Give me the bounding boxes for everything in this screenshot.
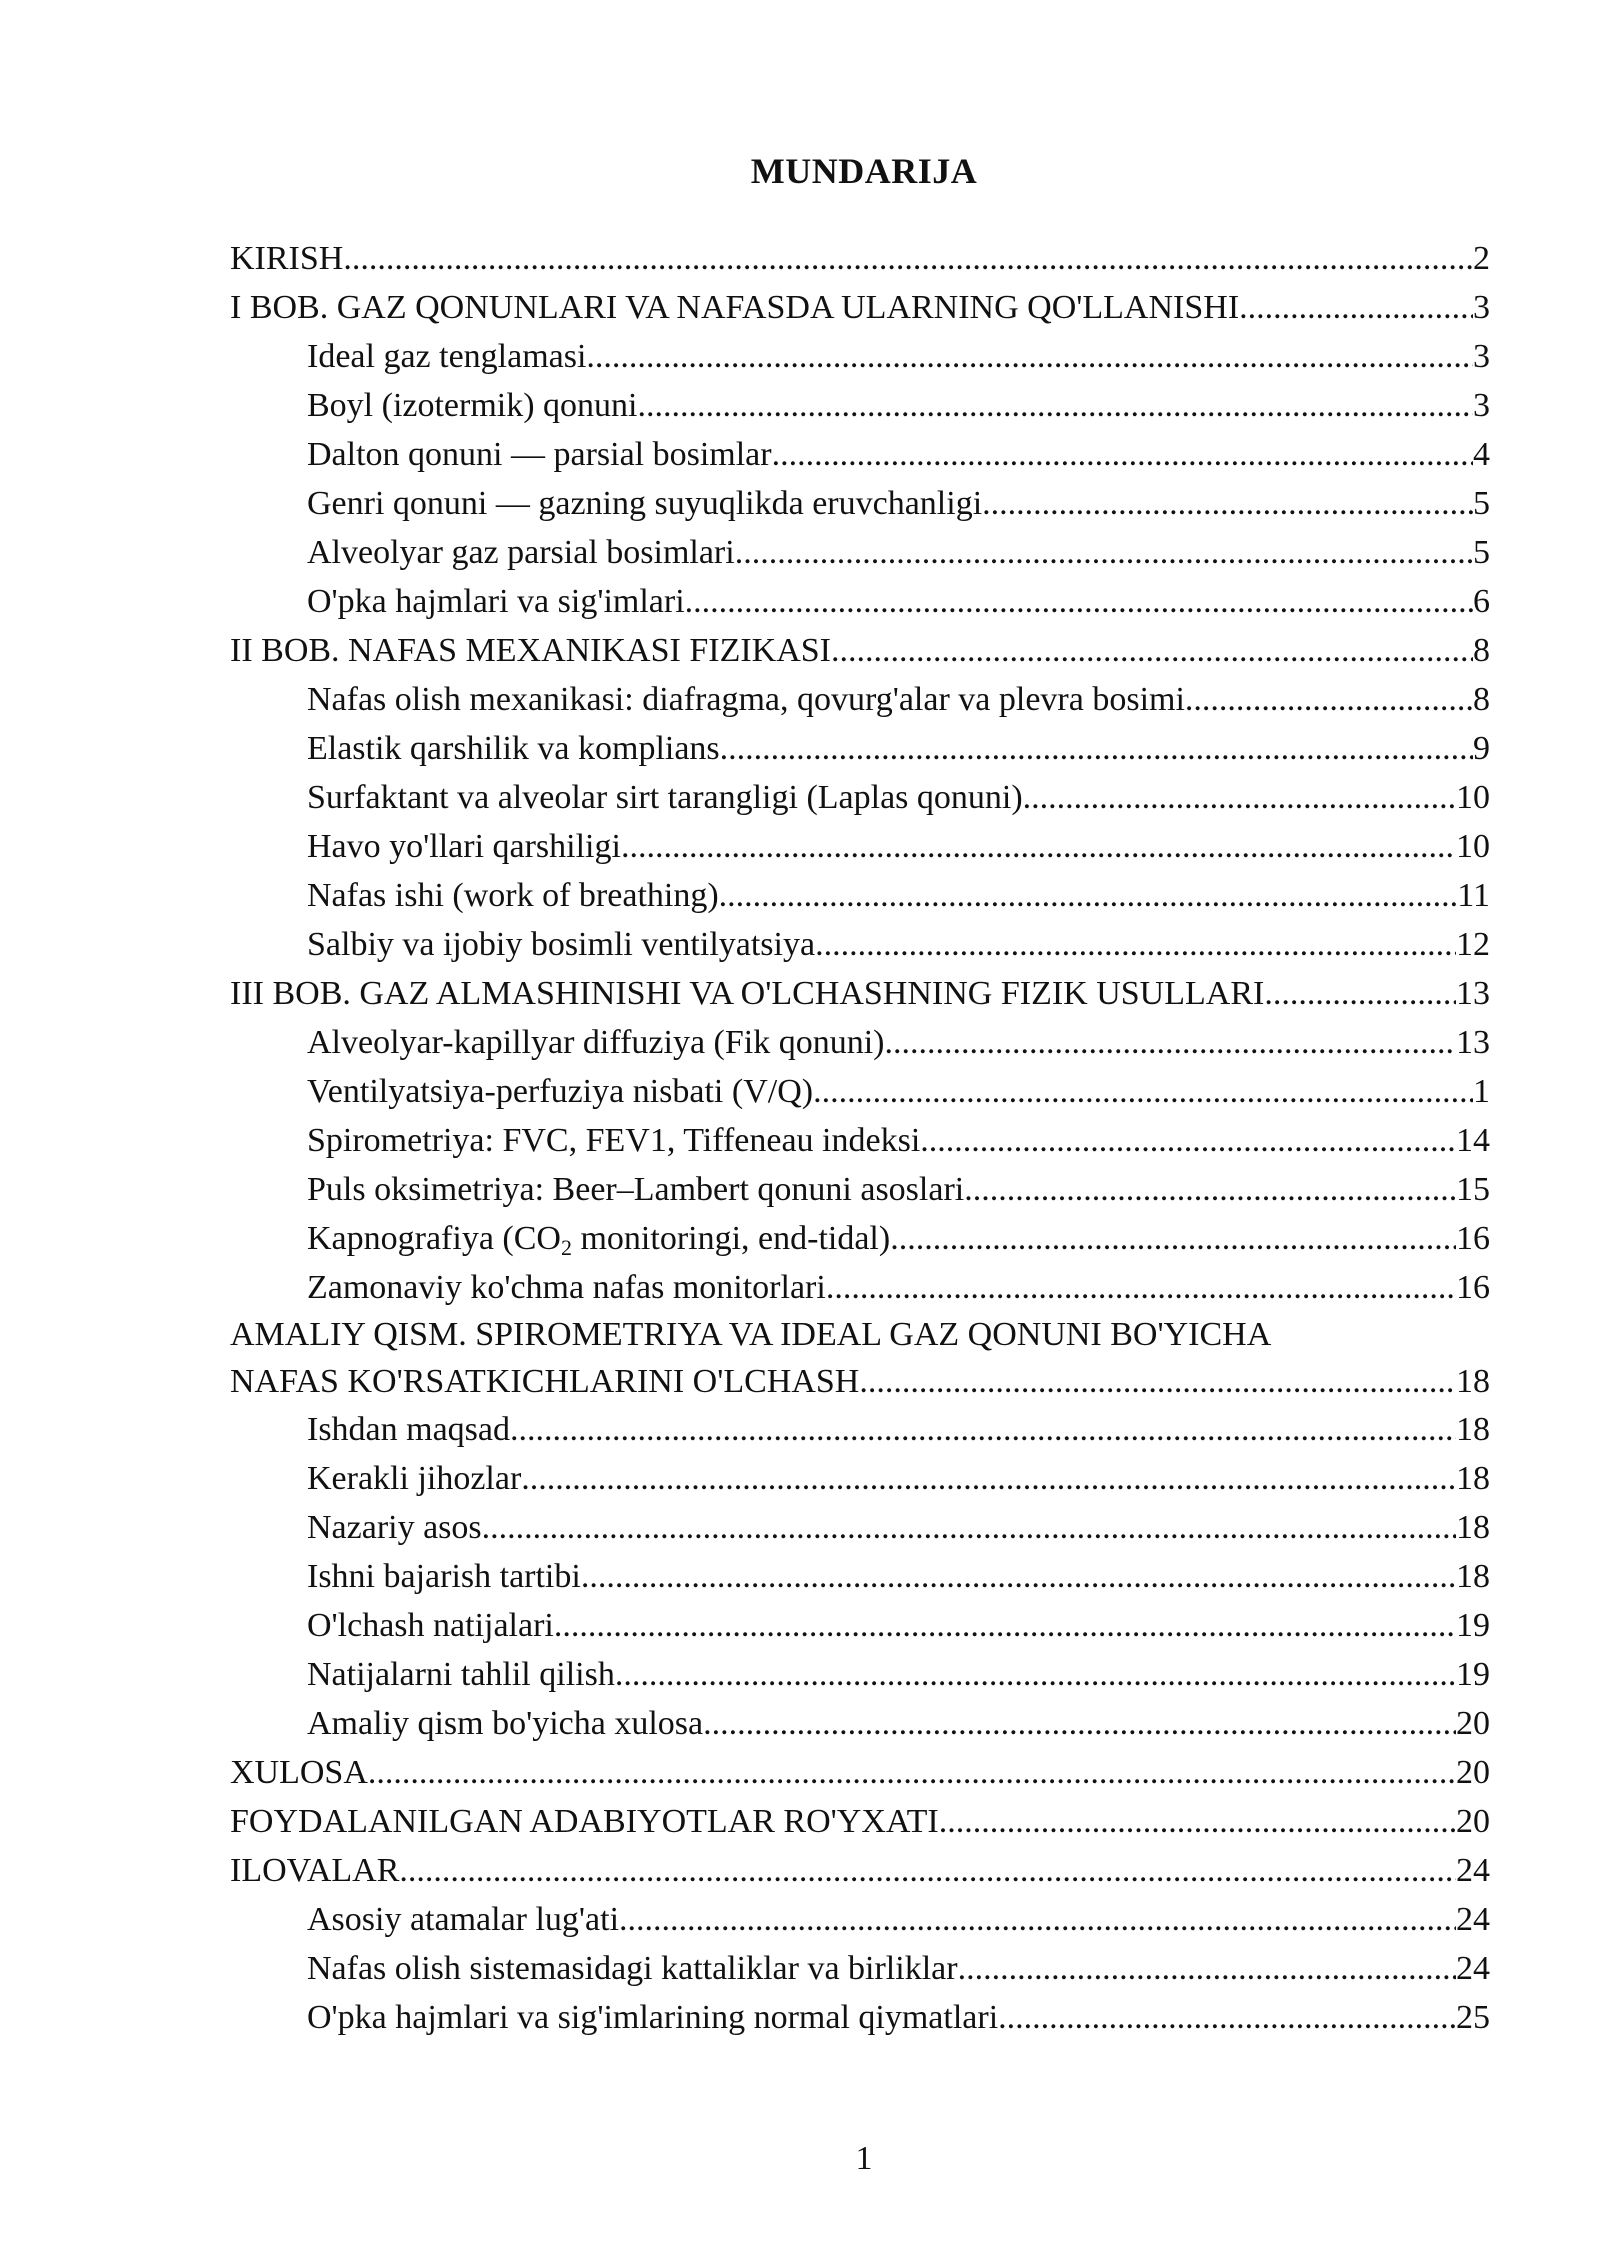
toc-page-number: 16 [1456, 1269, 1490, 1306]
toc-page-number: 9 [1473, 730, 1490, 767]
toc-leader-dots [703, 1699, 1456, 1748]
toc-entry-tahlil[interactable] [230, 1650, 1490, 1699]
toc-entry-text: Dalton qonuni — parsial bosimlar [307, 436, 772, 473]
toc-page-number: 3 [1473, 289, 1490, 326]
toc-page-number: 10 [1456, 779, 1490, 816]
toc-entry-olchash-natijalari[interactable] [230, 1601, 1490, 1650]
page-title: MUNDARIJA [750, 151, 978, 191]
toc-leader-dots [685, 577, 1473, 626]
toc-leader-dots [521, 1454, 1456, 1503]
toc-entry-text: FOYDALANILGAN ADABIYOTLAR RO'YXATI [230, 1803, 939, 1840]
toc-leader-dots [939, 1797, 1456, 1846]
page-number: 1 [855, 2140, 873, 2177]
toc-entry-atamalar[interactable] [230, 1895, 1490, 1944]
toc-entry-normal-qiymatlar[interactable] [230, 1993, 1490, 2042]
toc-entry-surfaktant[interactable] [230, 773, 1490, 822]
toc-page-number: 3 [1473, 338, 1490, 375]
toc-page-number: 19 [1456, 1656, 1490, 1693]
toc-entry-text: Asosiy atamalar lug'ati [307, 1901, 620, 1938]
toc-entry-chapter-1[interactable] [230, 283, 1490, 332]
toc-page-number: 11 [1457, 877, 1490, 914]
toc-entry-havo-yollari[interactable] [230, 822, 1490, 871]
toc-page-number: 18 [1456, 1460, 1490, 1497]
toc-entry-amaliy-qism[interactable] [230, 1312, 1490, 1405]
toc-page-number: 18 [1456, 1558, 1490, 1595]
toc-entry-kattaliklar[interactable] [230, 1944, 1490, 1993]
toc-entry-xulosa[interactable] [230, 1748, 1490, 1797]
toc-leader-dots [890, 1214, 1456, 1263]
toc-leader-dots [621, 822, 1456, 871]
toc-entry-ishni-bajarish[interactable] [230, 1552, 1490, 1601]
toc-page-number: 12 [1456, 926, 1490, 963]
toc-entry-adabiyotlar[interactable] [230, 1797, 1490, 1846]
toc-leader-dots [619, 1895, 1456, 1944]
toc-page-number: 18 [1456, 1509, 1490, 1546]
toc-entry-text: O'pka hajmlari va sig'imlarining normal qiymatlari [307, 1999, 999, 2036]
toc-page-number: 5 [1473, 534, 1490, 571]
toc-page-number: 24 [1456, 1950, 1490, 1987]
toc-leader-dots [510, 1405, 1456, 1454]
toc-entry-text: Nafas olish mexanikasi: diafragma, qovurg'alar va plevra bosimi [307, 681, 1185, 718]
toc-leader-dots [554, 1601, 1456, 1650]
toc-entry-text: KIRISH [230, 240, 344, 277]
toc-leader-dots [964, 1165, 1456, 1214]
toc-entry-text: Salbiy va ijobiy bosimli ventilyatsiya [307, 926, 816, 963]
toc-entry-ishdan-maqsad[interactable] [230, 1405, 1490, 1454]
toc-leader-dots [885, 1018, 1457, 1067]
toc-leader-dots [815, 920, 1456, 969]
toc-page-number: 15 [1456, 1171, 1490, 1208]
toc-text-part: monitoringi, end-tidal) [571, 1220, 891, 1257]
toc-page-number: 25 [1456, 1999, 1490, 2036]
toc-entry-monitorlar[interactable] [230, 1263, 1490, 1312]
toc-entry-text: Spirometriya: FVC, FEV1, Tiffeneau indeksi [307, 1122, 921, 1159]
toc-page-number: 18 [1456, 1411, 1490, 1448]
toc-leader-dots [719, 871, 1458, 920]
toc-entry-text: Alveolyar-kapillyar diffuziya (Fik qonuni) [307, 1024, 885, 1061]
toc-entry-kirish[interactable] [230, 234, 1490, 283]
toc-page-number: 19 [1456, 1607, 1490, 1644]
toc-entry-elastik[interactable] [230, 724, 1490, 773]
toc-entry-line2 [230, 1358, 1490, 1405]
toc-leader-dots [982, 479, 1473, 528]
toc-entry-kapnografiya[interactable] [230, 1214, 1490, 1263]
toc-entry-text: O'lchash natijalari [307, 1607, 554, 1644]
toc-page-number: 4 [1473, 436, 1490, 473]
toc-page-number: 2 [1473, 240, 1490, 277]
toc-entry-spirometriya[interactable] [230, 1116, 1490, 1165]
toc-page-number: 18 [1456, 1363, 1490, 1400]
toc-leader-dots [586, 332, 1473, 381]
toc-leader-dots [399, 1846, 1456, 1895]
toc-entry-alveolyar-gaz[interactable] [230, 528, 1490, 577]
toc-page-number: 13 [1456, 975, 1490, 1012]
toc-entry-text: Nazariy asos [307, 1509, 482, 1546]
toc-page-number: 14 [1456, 1122, 1490, 1159]
toc-entry-text: XULOSA [230, 1754, 368, 1791]
toc-leader-dots [772, 430, 1473, 479]
toc-leader-dots [735, 528, 1473, 577]
toc-leader-dots [831, 626, 1473, 675]
toc-entry-text: Ventilyatsiya-perfuziya nisbati (V/Q) [307, 1073, 814, 1110]
toc-entry-chapter-3[interactable] [230, 969, 1490, 1018]
toc-entry-text-line2: NAFAS KO'RSATKICHLARINI O'LCHASH [230, 1363, 860, 1400]
toc-leader-dots [958, 1944, 1456, 1993]
toc-leader-dots [343, 234, 1473, 283]
toc-leader-dots [368, 1748, 1456, 1797]
toc-page-number: 24 [1456, 1901, 1490, 1938]
toc-page-number: 24 [1456, 1852, 1490, 1889]
toc-page-number: 16 [1456, 1220, 1490, 1257]
toc-entry-text: Nafas ishi (work of breathing) [307, 877, 719, 914]
toc-leader-dots [638, 381, 1473, 430]
toc-entry-text: Boyl (izotermik) qonuni [307, 387, 638, 424]
toc-leader-dots [859, 1358, 1456, 1405]
toc-entry-boyl[interactable] [230, 381, 1490, 430]
toc-leader-dots [1239, 283, 1473, 332]
toc-entry-opka-hajmlari[interactable] [230, 577, 1490, 626]
toc-entry-text: I BOB. GAZ QONUNLARI VA NAFASDA ULARNING QO'LLANISHI [230, 289, 1240, 326]
toc-entry-diffuziya[interactable] [230, 1018, 1490, 1067]
toc-page-number: 20 [1456, 1705, 1490, 1742]
toc-entry-amaliy-xulosa[interactable] [230, 1699, 1490, 1748]
toc-leader-dots [1023, 773, 1456, 822]
toc-entry-chapter-2[interactable] [230, 626, 1490, 675]
toc-page-number: 20 [1456, 1754, 1490, 1791]
toc-page-number: 13 [1456, 1024, 1490, 1061]
toc-entry-text: Ishdan maqsad [307, 1411, 511, 1448]
toc-entry-dalton[interactable] [230, 430, 1490, 479]
toc-entry-text: Kerakli jihozlar [307, 1460, 522, 1497]
toc-entry-kerakli-jihozlar[interactable] [230, 1454, 1490, 1503]
toc-entry-text: Ideal gaz tenglamasi [307, 338, 587, 375]
toc-leader-dots [581, 1552, 1456, 1601]
toc-entry-text-line1: AMALIY QISM. SPIROMETRIYA VA IDEAL GAZ QONUNI BO'YICHA [230, 1316, 1272, 1353]
toc-entry-text: Natijalarni tahlil qilish [307, 1656, 615, 1693]
toc-page-number: 10 [1456, 828, 1490, 865]
toc-entry-ideal-gaz[interactable] [230, 332, 1490, 381]
toc-page-number: 20 [1456, 1803, 1490, 1840]
toc-entry-ilovalar[interactable] [230, 1846, 1490, 1895]
toc-entry-vq-nisbati[interactable] [230, 1067, 1490, 1116]
toc-entry-text: Puls oksimetriya: Beer–Lambert qonuni asoslari [307, 1171, 965, 1208]
toc-entry-text: Nafas olish sistemasidagi kattaliklar va birliklar [307, 1950, 958, 1987]
toc-leader-dots [1264, 969, 1456, 1018]
toc-entry-text: Zamonaviy ko'chma nafas monitorlari [307, 1269, 826, 1306]
toc-entry-text: ILOVALAR [230, 1852, 400, 1889]
toc-page-number: 3 [1473, 387, 1490, 424]
toc-page-number: 5 [1473, 485, 1490, 522]
toc-entry-text: Elastik qarshilik va komplians [307, 730, 720, 767]
toc-leader-dots [826, 1263, 1456, 1312]
toc-entry-nafas-mexanikasi[interactable] [230, 675, 1490, 724]
toc-entry-text: II BOB. NAFAS MEXANIKASI FIZIKASI [230, 632, 831, 669]
toc-page-number: 1 [1473, 1073, 1490, 1110]
toc-page-number: 8 [1473, 681, 1490, 718]
toc-entry-genri[interactable] [230, 479, 1490, 528]
subscript-two: 2 [560, 1235, 572, 1260]
toc-entry-text: III BOB. GAZ ALMASHINISHI VA O'LCHASHNING FIZIK USULLARI [230, 975, 1265, 1012]
toc-page-number: 8 [1473, 632, 1490, 669]
toc-page-number: 6 [1473, 583, 1490, 620]
toc-leader-dots [615, 1650, 1456, 1699]
toc-entry-text: Ishni bajarish tartibi [307, 1558, 581, 1595]
toc-entry-ventilyatsiya[interactable] [230, 920, 1490, 969]
toc-leader-dots [482, 1503, 1456, 1552]
toc-entry-nazariy-asos[interactable] [230, 1503, 1490, 1552]
toc-entry-text: O'pka hajmlari va sig'imlari [307, 583, 685, 620]
toc-entry-nafas-ishi[interactable] [230, 871, 1490, 920]
toc-text-part: Kapnografiya (CO [307, 1220, 561, 1257]
toc-entry-text: Surfaktant va alveolar sirt tarangligi (Laplas qonuni) [307, 779, 1023, 816]
toc-entry-puls-oksimetriya[interactable] [230, 1165, 1490, 1214]
toc-entry-text: Alveolyar gaz parsial bosimlari [307, 534, 735, 571]
toc-leader-dots [920, 1116, 1456, 1165]
toc-leader-dots [1185, 675, 1473, 724]
toc-leader-dots [720, 724, 1473, 773]
toc-entry-text: Amaliy qism bo'yicha xulosa [307, 1705, 704, 1742]
toc-entry-text: Havo yo'llari qarshiligi [307, 828, 621, 865]
toc-leader-dots [998, 1993, 1456, 2042]
toc-entry-text [307, 1214, 890, 1263]
toc-entry-text: Genri qonuni — gazning suyuqlikda eruvchanligi [307, 485, 983, 522]
table-of-contents [230, 234, 1490, 2042]
toc-leader-dots [813, 1067, 1473, 1116]
